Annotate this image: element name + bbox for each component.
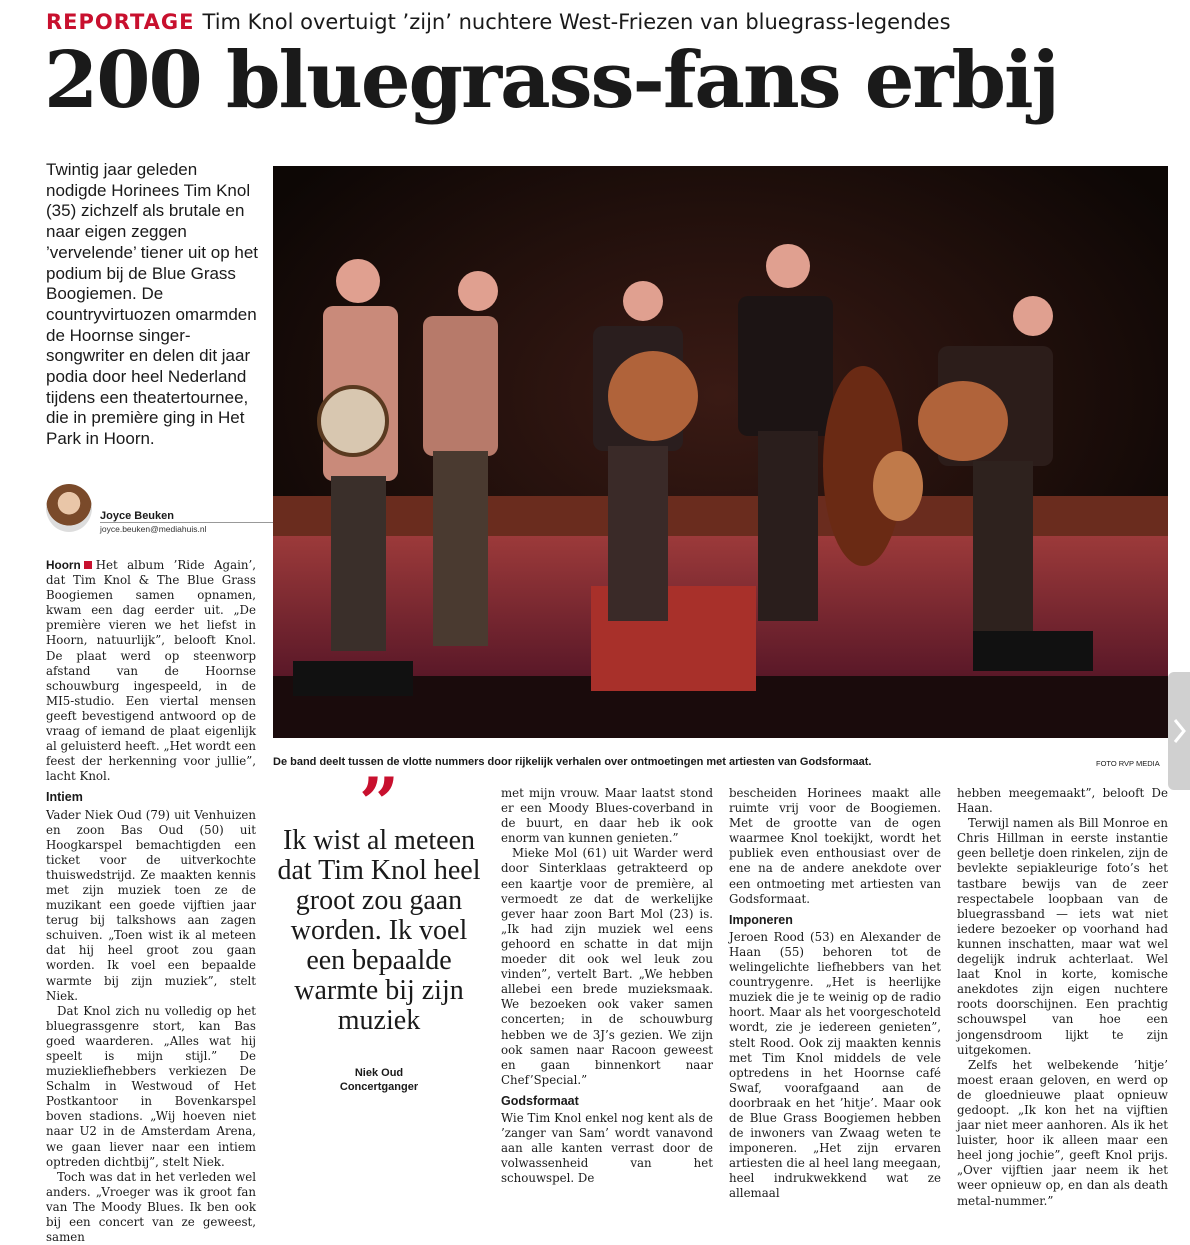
subheading-intiem: Intiem (46, 790, 83, 805)
paragraph-text: Het album ’Ride Again’, dat Tim Knol & The Blue Grass Boogiemen samen opnamen, kwam een dag eerder uit. „De première vieren we het liefst in Hoorn, natuurlijk”, belooft Knol. De plaat werd op steenworp afstand van de Hoornse schouwburg ingespeeld, in de MI5-studio. Een viertal mensen geeft bevestigend antwoord op de vraag of iemand de plaat eigenlijk al geluisterd heeft. „Het wordt een feest der herkenning voor jullie”, lacht Knol. (46, 558, 256, 784)
article-column-1 (46, 558, 256, 1245)
quote-mark-icon: ” (358, 762, 400, 845)
article-column-4 (729, 786, 941, 1202)
paragraph: Toch was dat in het verleden wel anders. „Vroeger was ik groot fan van The Moody Blues. Ik ben ook bij een concert van ze geweest, samen (46, 1169, 256, 1245)
author-byline (46, 484, 266, 534)
paragraph: Wie Tim Knol enkel nog kent als de ’zanger van Sam’ wordt vanavond aan alle kanten verrast door de volwassenheid van het schouwspel. De (501, 1110, 713, 1186)
quote-attribution (270, 1066, 488, 1094)
paragraph: Dat Knol zich nu volledig op het bluegrassgenre stort, kan Bas goed waarderen. „Alles wat hij speelt is mijn stijl.” De muziekliefhebbers verkiezen De Schalm in Westwoud of Het Postkantoor in Bovenkarspel boven stadions. „Wij hoeven niet naar U2 in de Amsterdam Arena, we gaan liever naar een intiem optreden dichtbij”, stelt Niek. (46, 1003, 256, 1169)
paragraph: Terwijl namen als Bill Monroe en Chris Hillman in eerste instantie geen belletje doen rinkelen, zijn de bevlekte sepiakleurige foto’s het tastbare bewijs van de zeer respectabele loopbaan van de bluegrassband — iets wat niet iedere bezoeker op voorhand had kunnen inschatten, maar wat wel degelijk indruk achterlaat. Wel laat Knol in korte, komische anekdotes zijn eigen nuchtere roots doorschijnen. Een prachtig schouwspel van hoe een jongensdroom lijkt te zijn uitgekomen. (957, 816, 1168, 1057)
article-column-3 (501, 786, 713, 1186)
paragraph: Vader Niek Oud (79) uit Venhuizen en zoon Bas Oud (50) uit Hoogkarspel bemachtigden een ticket voor de uitverkochte thuiswedstrijd. Ze maakten kennis met zijn muziek toen ze de muzikant een goede vijftien jaar terug bij talkshows aan zagen schuiven. „Toen wist ik al meteen dat hij heel groot zou gaan worden. Ik voel een bepaalde warmte bij zijn muziek”, stelt Niek. (46, 807, 256, 1003)
next-page-button[interactable] (1168, 672, 1190, 790)
paragraph: bescheiden Horinees maakt alle ruimte vrij voor de Boogiemen. Met de grootte van de ogen waarmee Knol toekijkt, wordt het publiek even enthousiast over de ene na de andere anekdote over een ontmoeting met artiesten van Godsformaat. (729, 786, 941, 906)
dateline-place: Hoorn (46, 558, 81, 572)
paragraph (46, 558, 256, 784)
subheading-imponeren: Imponeren (729, 912, 793, 927)
pull-quote-text: Ik wist al meteen dat Tim Knol heel groot zou gaan worden. Ik voel een bepaalde warmte bij zijn muziek (277, 825, 481, 1036)
kicker-text: Tim Knol overtuigt ’zijn’ nuchtere West-Friezen van bluegrass-legendes (202, 10, 951, 34)
author-name: Joyce Beuken (100, 510, 174, 522)
quote-person-name: Niek Oud (354, 1067, 404, 1079)
chevron-right-icon (1168, 672, 1190, 790)
article-column-5 (957, 786, 1168, 1209)
paragraph: Mieke Mol (61) uit Warder werd door Sinterklaas getrakteerd op een kaartje voor de première, al vermoedt ze dat de werkelijke gever haar zoon Bart Mol (23) is. „Ik had zijn muziek wel eens gehoord en schatte in dat mijn moeder dit ook wel leuk zou vinden”, vertelt Bart. „We hebben allebei een brede muzieksmaak. We bezoeken ook vaker samen concerten; in de schouwburg hebben we de 3J’s gezien. We zijn ook samen naar Racoon geweest en gaan binnenkort naar Chef’Special.” (501, 846, 713, 1087)
intro-paragraph: Twintig jaar geleden nodigde Horinees Tim Knol (35) zichzelf als brutale en naar eigen zeggen ’vervelende’ tiener uit op het podium bij de Blue Grass Boogiemen. De countryvirtuozen omarmden de Hoornse singer-songwriter en delen dit jaar podia door heel Nederland tijdens een theatertournee, die in première ging in Het Park in Hoorn. (46, 160, 259, 449)
photo-credit: FOTO RVP MEDIA (1096, 759, 1160, 768)
headline: 200 bluegrass-fans erbij (44, 35, 1058, 126)
subheading-godsformaat: Godsformaat (501, 1093, 579, 1108)
quote-person-role: Concertganger (339, 1081, 419, 1093)
paragraph: met mijn vrouw. Maar laatst stond er een Moody Blues-coverband in de buurt, en daar heb ik ook enorm van kunnen genieten.” (501, 786, 713, 846)
paragraph: Zelfs het welbekende ’hitje’ moest eraan geloven, en werd op de gloednieuwe plaat opnieuw gedoopt. „Ik kon het na vijftien jaar niet meer aanhoren. Als ik het luister, hoor ik alleen maar een heel jong jochie”, geeft Knol prijs. „Over vijftien jaar neem ik het weer opnieuw op, en dan als death metal-nummer.” (957, 1057, 1168, 1208)
concert-photo-illustration (273, 166, 1168, 738)
author-email[interactable]: joyce.beuken@mediahuis.nl (100, 524, 207, 534)
paragraph: hebben meegemaakt”, belooft De Haan. (957, 786, 1168, 816)
dateline-square-icon (84, 561, 92, 569)
section-label: REPORTAGE (46, 10, 195, 34)
pull-quote (270, 762, 488, 1094)
paragraph: Jeroen Rood (53) en Alexander de Haan (55) behoren tot de welingelichte liefhebbers van het countrygenre. „Het is heerlijke muziek die je te weinig op de radio hoort. Maar als het voorgeschoteld wordt, zie je iedereen genieten”, stelt Rood. Ook zij maakten kennis met Tim Knol middels de vele optredens in het Hoornse café Swaf, voorafgaand aan de doorbraak en het ’hitje’. Maar ook de Blue Grass Boogiemen hebben de inwoners van Zwaag weten te imponeren. „Het zijn ervaren artiesten die al heel lang meegaan, heel indrukwekkend wat ze allemaal (729, 929, 941, 1201)
concert-photo (273, 166, 1168, 738)
kicker (46, 10, 951, 34)
byline-divider (100, 522, 300, 523)
author-avatar (46, 484, 92, 532)
photo-caption: De band deelt tussen de vlotte nummers door rijkelijk verhalen over ontmoetingen met artiesten van Godsformaat. (273, 756, 872, 768)
